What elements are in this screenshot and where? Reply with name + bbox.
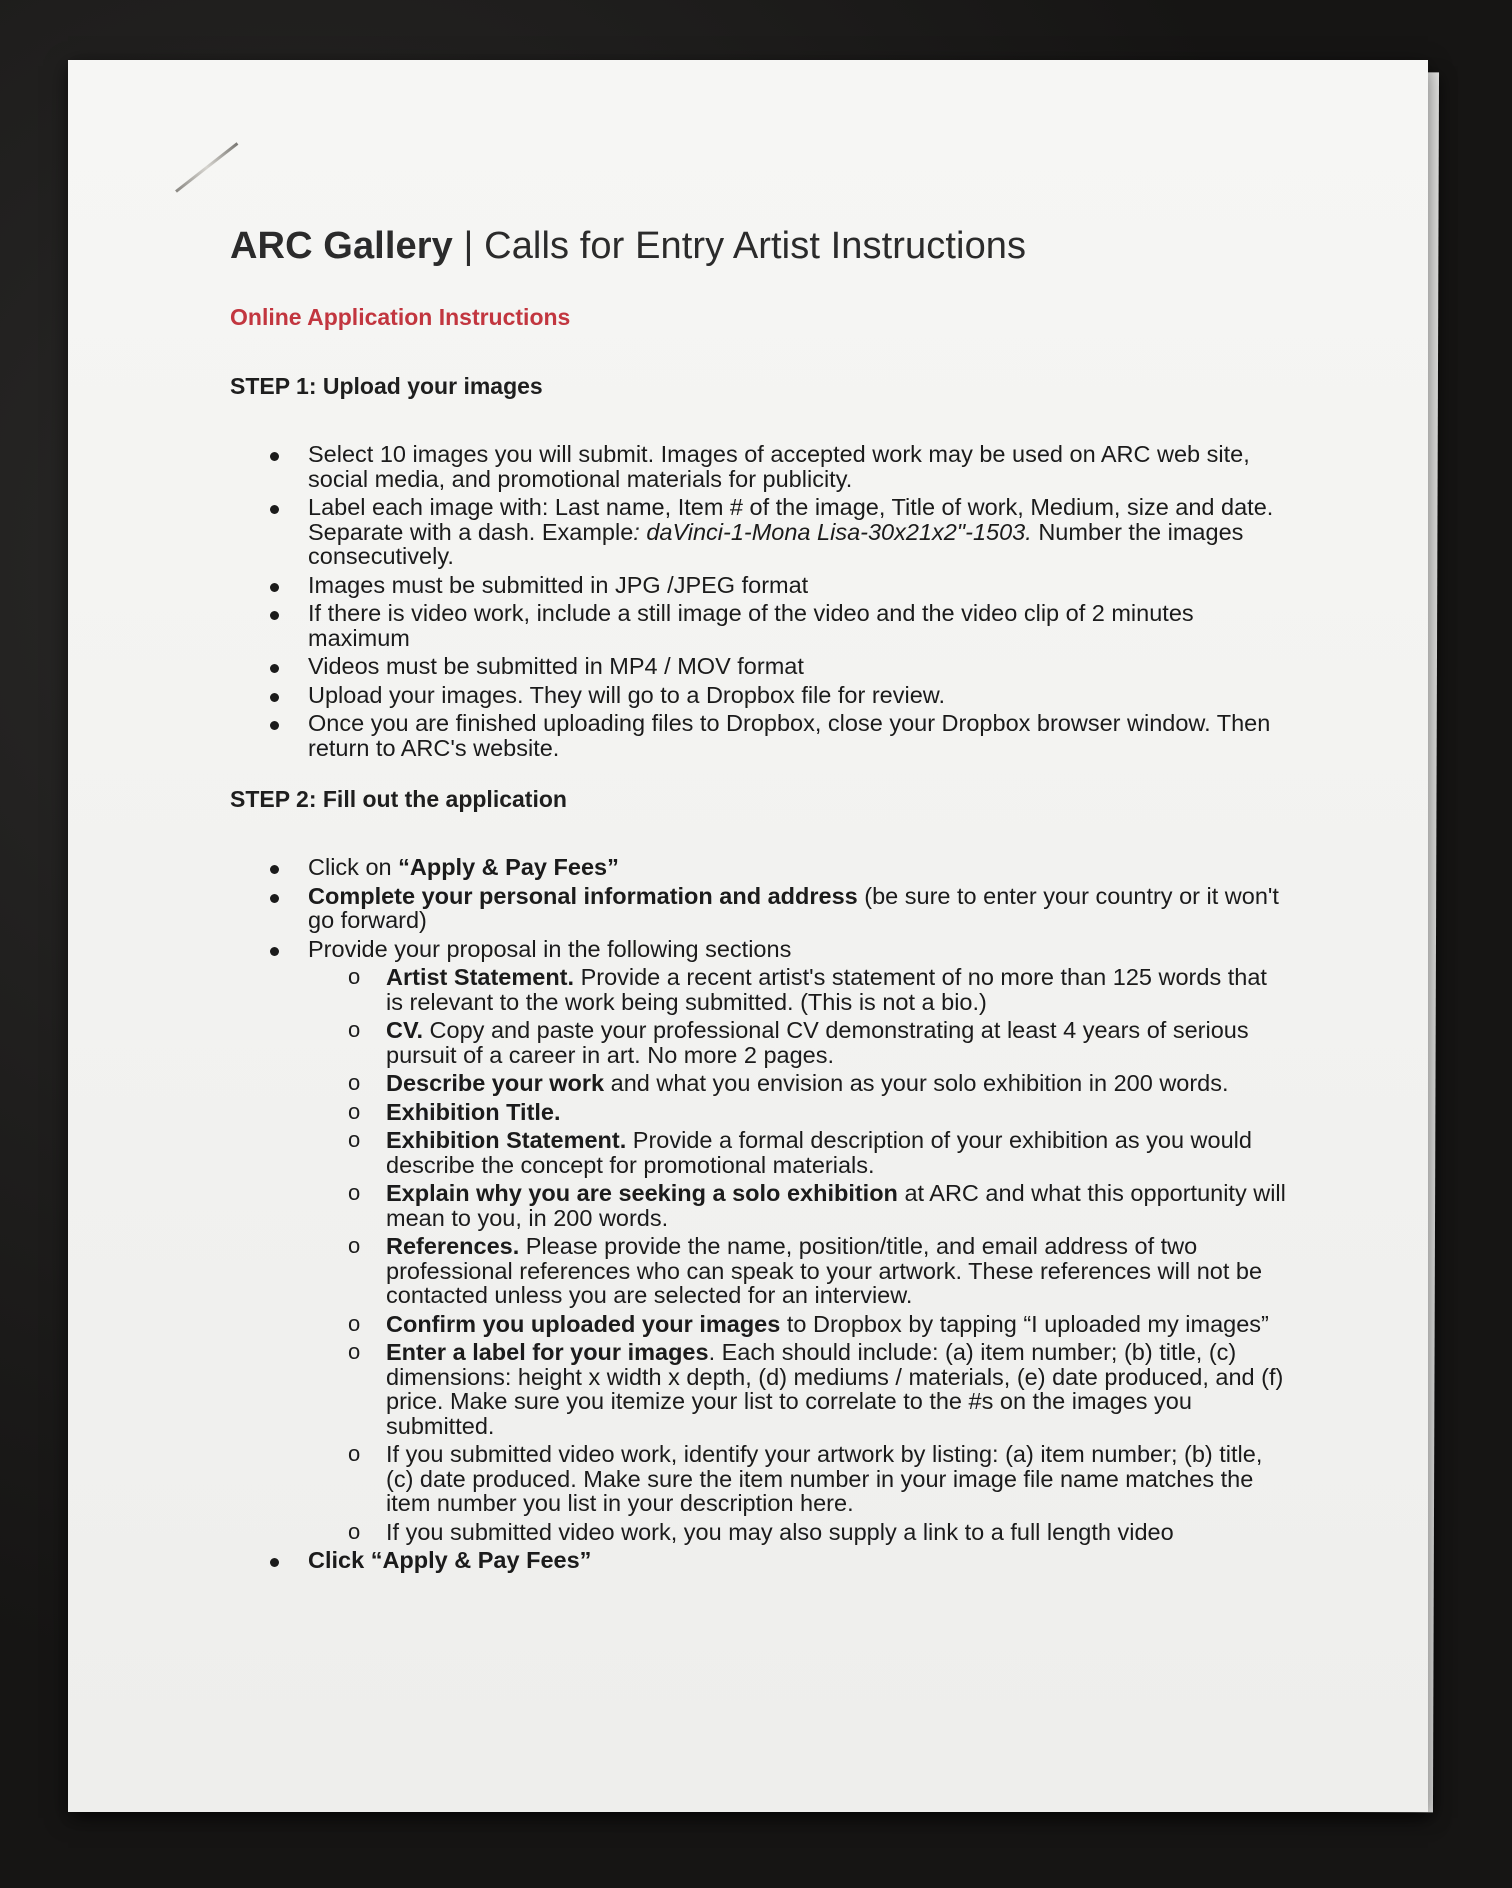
- text-run: Once you are finished uploading files to Dropbox, close your Dropbox browser window. Then return to ARC's website.: [308, 710, 1271, 761]
- text-run: Number the images consecutively.: [308, 518, 1244, 569]
- sub-bullet-icon: o: [348, 1310, 361, 1336]
- list-item-text: [308, 572, 808, 598]
- sub-list-item: [308, 1312, 1290, 1337]
- bullet-icon: [270, 721, 279, 730]
- bullet-icon: [270, 865, 279, 874]
- sub-list-item: [308, 1100, 1290, 1125]
- text-run: Enter a label for your images: [386, 1339, 709, 1365]
- text-run: Complete your personal information and address: [308, 882, 858, 909]
- sub-bullet-icon: o: [348, 1017, 361, 1042]
- bullet-icon: [270, 1558, 279, 1567]
- list-item-text: [308, 494, 1273, 569]
- bullet-icon: [270, 452, 279, 461]
- bullet-icon: [270, 611, 279, 620]
- title-rest: | Calls for Entry Artist Instructions: [452, 225, 1027, 267]
- list-item-text: [308, 710, 1270, 761]
- sub-bullet-icon: o: [348, 1180, 361, 1205]
- text-run: Artist Statement.: [386, 964, 575, 990]
- list-item: [230, 683, 1290, 708]
- text-run: If you submitted video work, identify your artwork by listing: (a) item number; (b) title, (c) date produced. Make sure the item number in your image file name matches the item number you list in your description here.: [386, 1441, 1263, 1516]
- sub-bullet-icon: o: [348, 1441, 361, 1466]
- sub-list-item: [308, 1181, 1290, 1230]
- list-item: [230, 654, 1290, 679]
- title-brand: ARC Gallery: [230, 225, 453, 267]
- text-run: Click “Apply & Pay Fees”: [308, 1547, 592, 1573]
- text-run: CV.: [386, 1017, 424, 1043]
- sub-list-item: [308, 1520, 1290, 1545]
- text-run: to Dropbox by tapping “I uploaded my images”: [780, 1310, 1269, 1337]
- text-run: Label each image with: Last name, Item # of the image, Title of work, Medium, size and date. Separate with a dash. Example: [308, 494, 1274, 545]
- step2-list: [230, 855, 1290, 1573]
- text-run: . Each should include: (a) item number; (b) title, (c) dimensions: height x width x depth, (d) mediums / materials, (e) date produced, and (f) price. Make sure you itemize your list to correlate to the #s on the images you submitted.: [386, 1339, 1284, 1439]
- bullet-icon: [270, 583, 279, 592]
- sub-list-item: [308, 1018, 1290, 1067]
- sub-bullet-icon: o: [348, 1127, 361, 1152]
- section-subtitle: Online Application Instructions: [230, 304, 571, 330]
- text-run: (be sure to enter your country or it won't go forward): [308, 882, 1279, 933]
- list-item: [230, 601, 1290, 650]
- sub-list-item-text: [386, 1180, 1286, 1231]
- sub-list-item-text: [386, 1127, 1252, 1178]
- list-item: [230, 884, 1290, 933]
- sub-list-item-text: [386, 964, 1267, 1015]
- text-run: Explain why you are seeking a solo exhibition: [386, 1180, 898, 1206]
- text-run: References.: [386, 1233, 520, 1259]
- text-run: Please provide the name, position/title, and email address of two professional references who can speak to your artwork. These references will not be contacted unless you are selected for an interview.: [386, 1233, 1263, 1308]
- sub-bullet-icon: o: [348, 1233, 361, 1258]
- bullet-icon: [270, 664, 279, 673]
- list-item-text: [308, 883, 1279, 934]
- list-item: [230, 937, 1290, 1545]
- sub-list: [308, 965, 1290, 1544]
- document-title: [230, 225, 1290, 268]
- sub-list-item-text: [386, 1441, 1262, 1516]
- bullet-icon: [270, 505, 279, 514]
- list-item: [230, 495, 1290, 569]
- sub-bullet-icon: o: [348, 1070, 361, 1095]
- text-run: If there is video work, include a still image of the video and the video clip of 2 minutes maximum: [308, 600, 1194, 651]
- sub-bullet-icon: o: [348, 1518, 361, 1544]
- sub-list-item-text: [386, 1233, 1262, 1308]
- sub-list-item-text: [386, 1070, 1229, 1096]
- text-run: Exhibition Title.: [386, 1098, 561, 1125]
- step2-heading: STEP 2: Fill out the application: [230, 786, 567, 812]
- sub-list-item: [308, 1071, 1290, 1096]
- step1-heading: STEP 1: Upload your images: [230, 373, 543, 399]
- list-item: [230, 711, 1290, 760]
- sub-list-item: [308, 1234, 1290, 1308]
- list-item: [230, 1548, 1290, 1573]
- list-item-text: [308, 1547, 591, 1573]
- text-run: Provide your proposal in the following sections: [308, 935, 792, 962]
- text-run: Click on: [308, 854, 399, 880]
- text-run: If you submitted video work, you may also supply a link to a full length video: [386, 1518, 1174, 1545]
- sub-list-item-text: [386, 1311, 1269, 1337]
- list-item-text: [308, 682, 945, 708]
- list-item-text: [308, 936, 791, 962]
- sub-list-item: [308, 1340, 1290, 1438]
- list-item-text: [308, 854, 619, 880]
- list-item: [230, 855, 1290, 880]
- text-run: Exhibition Statement.: [386, 1127, 627, 1153]
- text-run: Describe your work: [386, 1070, 605, 1096]
- text-run: Provide a recent artist's statement of no more than 125 words that is relevant to the work being submitted. (This is not a bio.): [386, 964, 1267, 1015]
- sub-list-item-text: [386, 1099, 561, 1125]
- bullet-icon: [270, 894, 279, 903]
- text-run: at ARC and what this opportunity will mean to you, in 200 words.: [386, 1180, 1286, 1231]
- text-run: and what you envision as your solo exhibition in 200 words.: [604, 1070, 1229, 1096]
- text-run: Provide a formal description of your exhibition as you would describe the concept for promotional materials.: [386, 1127, 1252, 1178]
- text-run: “Apply & Pay Fees”: [398, 854, 619, 880]
- list-item-text: [308, 600, 1194, 651]
- sub-list-item-text: [386, 1519, 1174, 1545]
- text-run: Confirm you uploaded your images: [386, 1310, 781, 1337]
- step1-list: [230, 442, 1290, 760]
- staple: [175, 142, 238, 192]
- sub-bullet-icon: o: [348, 1098, 361, 1124]
- bullet-icon: [270, 693, 279, 702]
- list-item-text: [308, 653, 804, 679]
- document-content: [230, 225, 1290, 1577]
- text-run: Upload your images. They will go to a Dropbox file for review.: [308, 681, 945, 708]
- text-run: Select 10 images you will submit. Images of accepted work may be used on ARC web site, social media, and promotional materials for publicity.: [308, 441, 1250, 492]
- sub-list-item-text: [386, 1339, 1283, 1439]
- text-run: Images must be submitted in JPG /JPEG format: [308, 571, 809, 598]
- sub-list-item: [308, 965, 1290, 1014]
- sub-list-item-text: [386, 1017, 1249, 1068]
- text-run: Videos must be submitted in MP4 / MOV format: [308, 653, 804, 679]
- bullet-icon: [270, 947, 279, 956]
- text-run: Copy and paste your professional CV demonstrating at least 4 years of serious pursuit of a career in art. No more 2 pages.: [386, 1017, 1249, 1068]
- sub-list-item: [308, 1442, 1290, 1516]
- text-run: : daVinci-1-Mona Lisa-30x21x2"-1503.: [633, 518, 1032, 545]
- list-item-text: [308, 441, 1250, 492]
- sub-bullet-icon: o: [348, 1339, 361, 1364]
- sub-list-item: [308, 1128, 1290, 1177]
- list-item: [230, 442, 1290, 491]
- sub-bullet-icon: o: [348, 964, 361, 989]
- list-item: [230, 573, 1290, 598]
